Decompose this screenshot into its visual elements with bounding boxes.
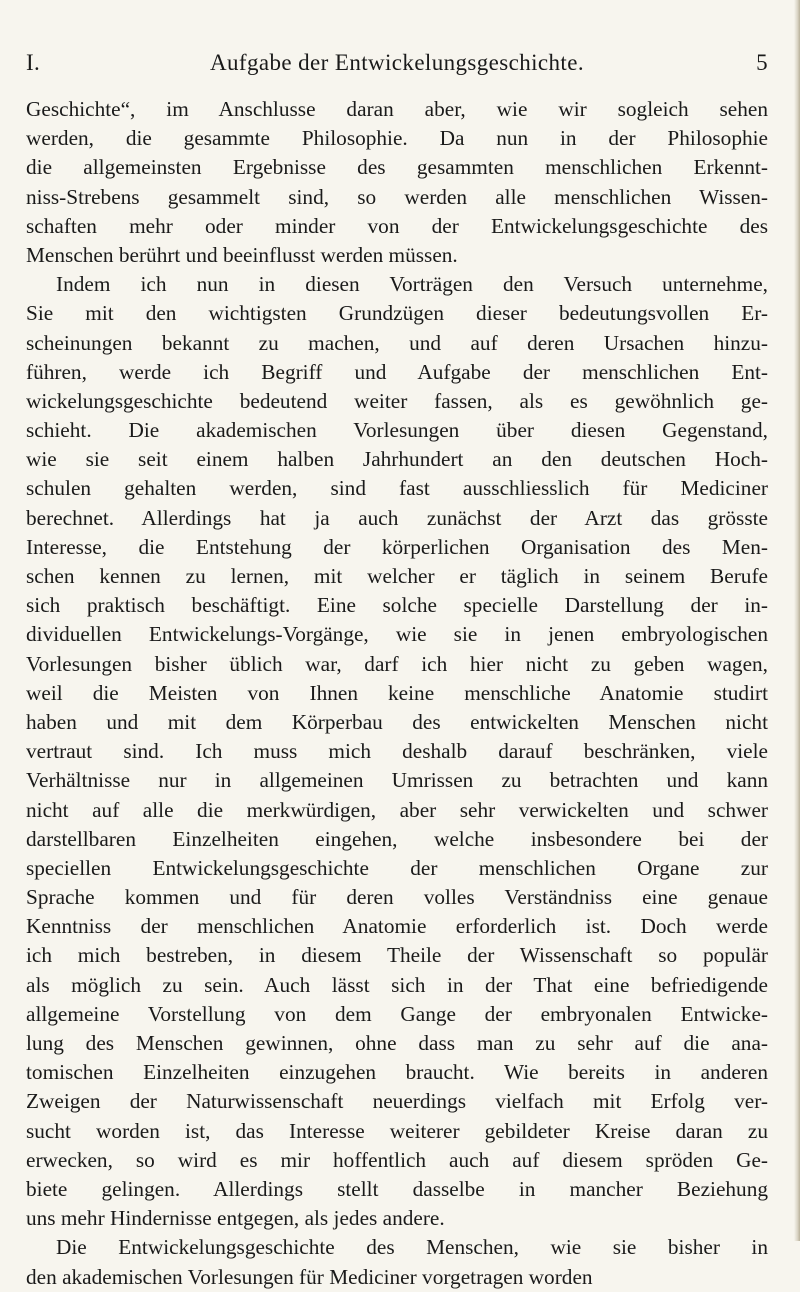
text-line: erwecken, so wird es mir hoffentlich auch auf diesem spröden Ge- xyxy=(26,1147,768,1172)
text-line: Sprache kommen und für deren volles Verständniss eine genaue xyxy=(26,885,768,910)
text-line: dividuellen Entwickelungs-Vorgänge, wie sie in jenen embryologischen xyxy=(26,622,768,647)
text-line: schieht. Die akademischen Vorlesungen über diesen Gegenstand, xyxy=(26,418,768,443)
page-edge-shadow xyxy=(794,0,800,1241)
text-line: biete gelingen. Allerdings stellt dasselbe in mancher Beziehung xyxy=(26,1176,768,1201)
text-line: wie sie seit einem halben Jahrhundert an den deutschen Hoch- xyxy=(26,447,768,472)
text-line: Verhältnisse nur in allgemeinen Umrissen zu betrachten und kann xyxy=(26,768,768,793)
text-line: Interesse, die Entstehung der körperlichen Organisation des Men- xyxy=(26,534,768,559)
text-line: Indem ich nun in diesen Vorträgen den Versuch unternehme, xyxy=(56,272,768,297)
text-line: Geschichte“, im Anschlusse daran aber, wie wir sogleich sehen xyxy=(26,97,768,121)
text-line: berechnet. Allerdings hat ja auch zunächst der Arzt das grösste xyxy=(26,505,768,530)
text-line: schulen gehalten werden, sind fast ausschliesslich für Mediciner xyxy=(26,476,768,501)
text-line: nicht auf alle die merkwürdigen, aber sehr verwickelten und schwer xyxy=(26,797,768,822)
text-line: Sie mit den wichtigsten Grundzügen dieser bedeutungsvollen Er- xyxy=(26,301,768,326)
text-line: haben und mit dem Körperbau des entwickelten Menschen nicht xyxy=(26,709,768,734)
text-line: vertraut sind. Ich muss mich deshalb darauf beschränken, viele xyxy=(26,739,768,764)
text-line: den akademischen Vorlesungen für Mediciner vorgetragen worden xyxy=(26,1264,593,1289)
text-line: schaften mehr oder minder von der Entwickelungsgeschichte des xyxy=(26,213,768,238)
body-text xyxy=(26,95,768,1292)
text-line: tomischen Einzelheiten einzugehen braucht. Wie bereits in anderen xyxy=(26,1060,768,1085)
text-line: führen, werde ich Begriff und Aufgabe der menschlichen Ent- xyxy=(26,359,768,384)
section-number: I. xyxy=(26,50,41,75)
text-line: Kenntniss der menschlichen Anatomie erforderlich ist. Doch werde xyxy=(26,914,768,939)
text-line: schen kennen zu lernen, mit welcher er täglich in seinem Berufe xyxy=(26,564,768,588)
running-head xyxy=(26,50,768,84)
text-line: allgemeine Vorstellung von dem Gange der embryonalen Entwicke- xyxy=(26,1001,768,1026)
text-line: die allgemeinsten Ergebnisse des gesammten menschlichen Erkennt- xyxy=(26,155,768,180)
text-line: weil die Meisten von Ihnen keine menschliche Anatomie studirt xyxy=(26,680,768,705)
text-line: Vorlesungen bisher üblich war, darf ich hier nicht zu geben wagen, xyxy=(26,651,768,676)
text-line: ich mich bestreben, in diesem Theile der Wissenschaft so populär xyxy=(26,943,768,968)
text-line: darstellbaren Einzelheiten eingehen, welche insbesondere bei der xyxy=(26,826,768,851)
text-line: Menschen berührt und beeinflusst werden müssen. xyxy=(26,242,458,267)
text-line: Zweigen der Naturwissenschaft neuerdings vielfach mit Erfolg ver- xyxy=(26,1089,768,1114)
text-line: uns mehr Hindernisse entgegen, als jedes andere. xyxy=(26,1206,445,1231)
text-line: als möglich zu sein. Auch lässt sich in der That eine befriedigende xyxy=(26,972,768,997)
running-title: Aufgabe der Entwickelungsgeschichte. xyxy=(210,50,584,75)
text-line: speciellen Entwickelungsgeschichte der menschlichen Organe zur xyxy=(26,855,768,880)
page-number: 5 xyxy=(756,50,768,75)
text-line: werden, die gesammte Philosophie. Da nun in der Philosophie xyxy=(26,126,768,151)
text-line: lung des Menschen gewinnen, ohne dass man zu sehr auf die ana- xyxy=(26,1031,768,1055)
text-line: wickelungsgeschichte bedeutend weiter fassen, als es gewöhnlich ge- xyxy=(26,388,768,413)
text-line: scheinungen bekannt zu machen, und auf deren Ursachen hinzu- xyxy=(26,330,768,355)
text-line: Die Entwickelungsgeschichte des Menschen, wie sie bisher in xyxy=(56,1235,768,1260)
text-line: niss-Strebens gesammelt sind, so werden alle menschlichen Wissen- xyxy=(26,184,768,209)
text-line: sucht worden ist, das Interesse weiterer gebildeter Kreise daran zu xyxy=(26,1118,768,1143)
text-line: sich praktisch beschäftigt. Eine solche specielle Darstellung der in- xyxy=(26,593,768,618)
